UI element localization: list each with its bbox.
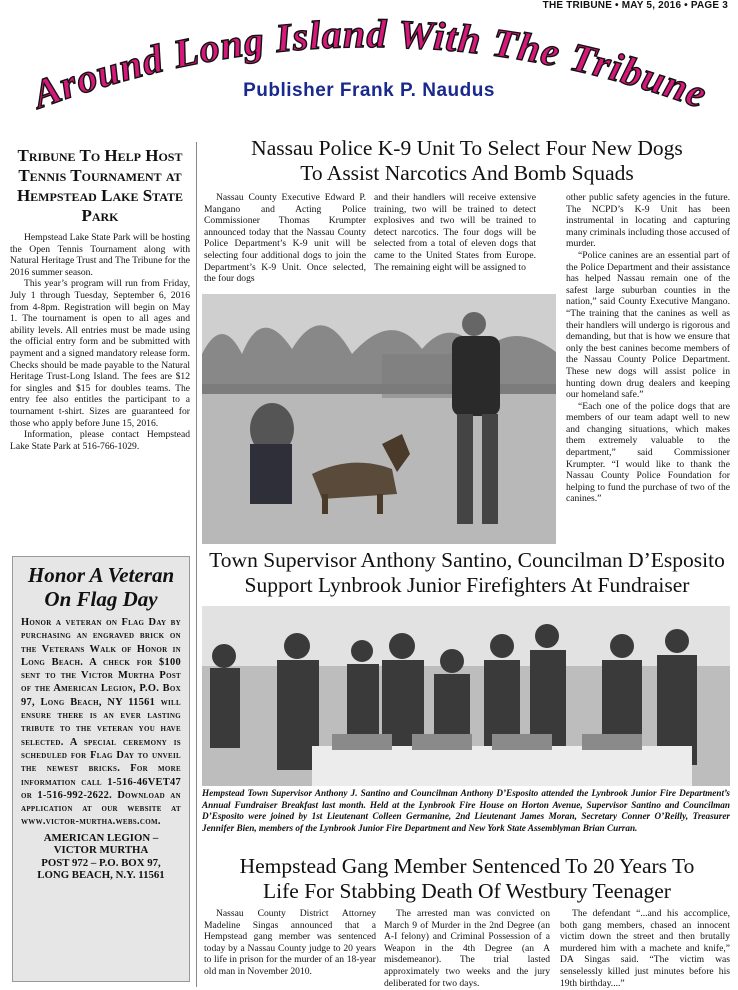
veteran-address-line: AMERICAN LEGION –	[43, 831, 159, 844]
veteran-title: Honor A Veteran On Flag Day	[27, 563, 175, 611]
veteran-address-line: POST 972 – P.O. BOX 97,	[41, 856, 161, 869]
firefighters-headline	[200, 548, 734, 598]
k9-headline	[200, 136, 734, 186]
tennis-paragraph: Hempstead Lake State Park will be hosting the Open Tennis Tournament along with Natural Heritage Trust and The Tribune for the 2016 summer season.	[10, 232, 190, 278]
k9-column-2	[374, 192, 536, 273]
gang-column-2	[384, 908, 550, 989]
gang-headline-line: Hempstead Gang Member Sentenced To 20 Years To	[239, 854, 695, 878]
firefighters-headline-line: Town Supervisor Anthony Santino, Councilman D’Esposito	[209, 548, 725, 572]
banner-title: Around Long Island With The Tribune	[26, 12, 714, 118]
veteran-box	[12, 556, 190, 982]
k9-column-3	[566, 192, 730, 505]
veteran-address	[21, 832, 181, 882]
column-divider	[196, 142, 197, 987]
publisher-line: Publisher Frank P. Naudus	[243, 80, 495, 101]
gang-headline	[200, 854, 734, 904]
k9-paragraph: Nassau County Executive Edward P. Mangano and Acting Police Commissioner Thomas Krumpter announced today that the Nassau County Police Department’s K-9 unit will be selecting four additional dogs to join the Department’s K-9 Unit. Once selected, the four dogs	[204, 192, 366, 285]
gang-paragraph: The defendant “...and his accomplice, both gang members, chased an innocent victim down the street and then brutally murdered him with a machete and knife,” DA Singas said. “The victim was senselessly killed just minutes before his 19th birthday....”	[560, 908, 730, 989]
section-banner	[10, 12, 730, 130]
k9-headline-line: To Assist Narcotics And Bomb Squads	[300, 161, 634, 185]
gang-column-1	[204, 908, 376, 978]
gang-paragraph: The arrested man was convicted on March 9 of Murder in the 2nd Degree (an A-I felony) and Criminal Possession of a Weapon in the 4th Degree (an A misdemeanor). The trial lasted approximately two weeks and the jury deliberated for two days.	[384, 908, 550, 989]
gang-headline-line: Life For Stabbing Death Of Westbury Teenager	[263, 879, 671, 903]
svg-text:Around Long Island With The Tr	[24, 12, 713, 118]
gang-paragraph: Nassau County District Attorney Madeline Singas announced that a Hempstead gang member was sentenced today by a Nassau County judge to 20 years to life in prison for the murder of an 18-year old man in November 2010.	[204, 908, 376, 977]
gang-column-3	[560, 908, 730, 989]
firefighters-headline-line: Support Lynbrook Junior Firefighters At Fundraiser	[244, 573, 690, 597]
tennis-paragraph: Information, please contact Hempstead Lake State Park at 516-766-1029.	[10, 429, 190, 452]
veteran-address-line: VICTOR MURTHA	[53, 844, 149, 857]
k9-column-1	[204, 192, 366, 285]
k9-paragraph: “Each one of the police dogs that are members of our team adapt well to new and changing situations, which makes them extremely valuable to the department,” said Commissioner Krumpter. “I would like to thank the Nassau County Police Foundation for helping to fund the purchase of two of the canines.”	[566, 400, 730, 505]
k9-headline-line: Nassau Police K-9 Unit To Select Four New Dogs	[251, 136, 683, 160]
tennis-body	[10, 232, 190, 452]
k9-paragraph: “Police canines are an essential part of the Police Department and their assistance has helped Nassau remain one of the safest large suburban counties in the nation,” said County Executive Mangano. “The training that the canines as well as their handlers will undergo is rigorous and demanding, but that is how we ensure that only the best canines become members of the Nassau County Police Department. These new dogs will assist police in hunting down drug dealers and keeping our homeland safe.”	[566, 249, 730, 401]
k9-paragraph: and their handlers will receive extensive training, two will be trained to detect explosives and two will be trained to detect narcotics. The four dogs will be selected from a total of eleven dogs that came to the United States from Europe. The remaining eight will be assigned to	[374, 192, 536, 273]
page-folio: THE TRIBUNE • MAY 5, 2016 • PAGE 3	[542, 0, 728, 11]
veteran-body: Honor a veteran on Flag Day by purchasing an engraved brick on the Veterans Walk of Honor in Long Beach. A check for $100 sent to the Victor Murtha Post of the American Legion, P.O. Box 97, Long Beach, NY 11561 will ensure there is an ever lasting tribute to the veteran you have selected. A special ceremony is scheduled for Flag Day to unveil the newest bricks. For more information call 1-516-46VET47 or 1-516-992-2622. Download an application at our website at www.victor-murtha.webs.com.	[21, 617, 181, 828]
tennis-article	[10, 146, 190, 452]
k9-paragraph: other public safety agencies in the future. The NCPD’s K-9 Unit has been instrumental in locating and capturing many criminals including those accused of murder.	[566, 192, 730, 250]
firefighters-caption: Hempstead Town Supervisor Anthony J. Santino and Councilman Anthony D’Esposito attended the Lynbrook Junior Fire Department’s Annual Fundraiser Breakfast last month. Held at the Lynbrook Fire House on Horton Avenue, Supervisor Santino and Councilman D’Esposito were joined by 1st Lieutenant Colleen Germanine, 2nd Lieutenant James Moran, Secretary Conner O’Reilly, Treasurer Jennifer Bien, members of the Lynbrook Junior Fire Department and New York State Assemblyman Brian Curran.	[202, 788, 730, 833]
firefighters-photo	[202, 606, 730, 786]
tennis-headline: Tribune To Help Host Tennis Tournament at Hempstead Lake State Park	[16, 146, 184, 225]
tennis-paragraph: This year’s program will run from Friday, July 1 through Tuesday, September 6, 2016 from 4-8pm. Registration will begin on May 1. The tournament is open to all ages and ability levels. All entries must be made using the official entry form and be submitted with payment and a signed mandatory release form. Checks should be made payable to the Natural Heritage Trust-Long Island. The fees are $12 for singles and $15 for doubles teams. The entry fee also entitles the participant to a tournament t-shirt. Sizes are guaranteed for those who apply before June 15, 2016.	[10, 278, 190, 429]
veteran-address-line: LONG BEACH, N.Y. 11561	[37, 868, 165, 881]
k9-photo	[202, 294, 556, 544]
